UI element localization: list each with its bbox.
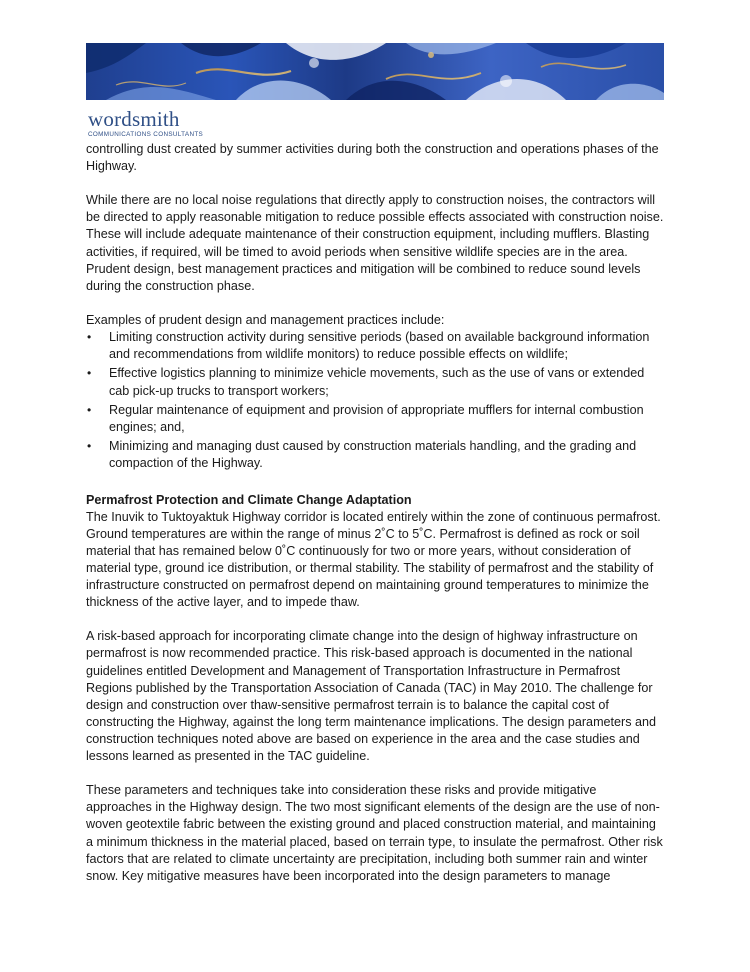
list-item bbox=[86, 365, 664, 399]
practices-list bbox=[86, 329, 664, 472]
header-banner-image bbox=[86, 43, 664, 100]
list-item-text: Regular maintenance of equipment and provision of appropriate mufflers for internal combustion engines; and, bbox=[109, 402, 644, 434]
paragraph-permafrost: The Inuvik to Tuktoyaktuk Highway corridor is located entirely within the zone of continuous permafrost. Ground temperatures are within the range of minus 2˚C to 5˚C. Permafrost is defined as rock or soil material that has remained below 0˚C continuously for two or more years, without consideration of material type, ground ice distribution, or thermal stability. The stability of permafrost and the stability of infrastructure constructed on permafrost depend on maintaining ground temperatures to minimize the thickness of the active layer, and to impede thaw. bbox=[86, 509, 661, 610]
paragraph-parameters: These parameters and techniques take into consideration these risks and provide mitigative approaches in the Highway design. The two most significant elements of the design are the use of non-woven geotextile fabric between the existing ground and placed construction material, and maintaining a minimum thickness in the material placed, based on terrain type, to insulate the permafrost. Other risk factors that are related to climate uncertainty are precipitation, including both summer rain and winter snow. Key mitigative measures have been incorporated into the design parameters to manage bbox=[86, 783, 663, 883]
wordsmith-logo bbox=[88, 109, 203, 139]
list-item-text: Minimizing and managing dust caused by construction materials handling, and the grading and compaction of the Highway. bbox=[109, 439, 637, 471]
list-item bbox=[86, 402, 664, 436]
paragraph-risk-approach: A risk-based approach for incorporating climate change into the design of highway infrastructure on permafrost is now recommended practice. This risk-based approach is documented in the national guidelines entitled Development and Management of Transportation Infrastructure in Permafrost Regions published by the Transportation Association of Canada (TAC) in May 2010. The challenge for design and construction over thaw-sensitive permafrost terrain is to balance the capital cost of constructing the Highway, against the long term maintenance implications. The design parameters and construction techniques noted above are based on experience in the area and the case studies and lessons learned as presented in the TAC guideline. bbox=[86, 629, 657, 764]
logo-wordmark: wordsmith bbox=[88, 107, 180, 131]
paragraph-continued: controlling dust created by summer activities during both the construction and operations phases of the Highway. bbox=[86, 142, 659, 174]
logo-tagline: COMMUNICATIONS CONSULTANTS bbox=[88, 131, 204, 138]
document-body bbox=[86, 141, 664, 885]
list-item bbox=[86, 329, 664, 363]
paragraph-noise: While there are no local noise regulations that directly apply to construction noises, the contractors will be directed to apply reasonable mitigation to reduce possible effects associated with construction noise. These will include adequate maintenance of their construction equipment, including mufflers. Blasting activities, if required, will be timed to avoid periods when sensitive wildlife species are in the area. Prudent design, best management practices and mitigation will be combined to reduce sound levels during the construction phase. bbox=[86, 193, 664, 293]
section-heading: Permafrost Protection and Climate Change Adaptation bbox=[86, 492, 412, 507]
list-item bbox=[86, 438, 664, 472]
bullet-icon: • bbox=[87, 439, 92, 454]
list-item-text: Limiting construction activity during sensitive periods (based on available background information and recommendations from wildlife monitors) to reduce possible effects on wildlife; bbox=[109, 330, 650, 362]
bullet-icon: • bbox=[87, 330, 92, 345]
bullet-icon: • bbox=[87, 402, 92, 417]
bullet-icon: • bbox=[87, 366, 92, 381]
examples-intro: Examples of prudent design and management practices include: bbox=[86, 312, 445, 327]
list-item-text: Effective logistics planning to minimize vehicle movements, such as the use of vans or extended cab pick-up trucks to transport workers; bbox=[109, 366, 645, 398]
